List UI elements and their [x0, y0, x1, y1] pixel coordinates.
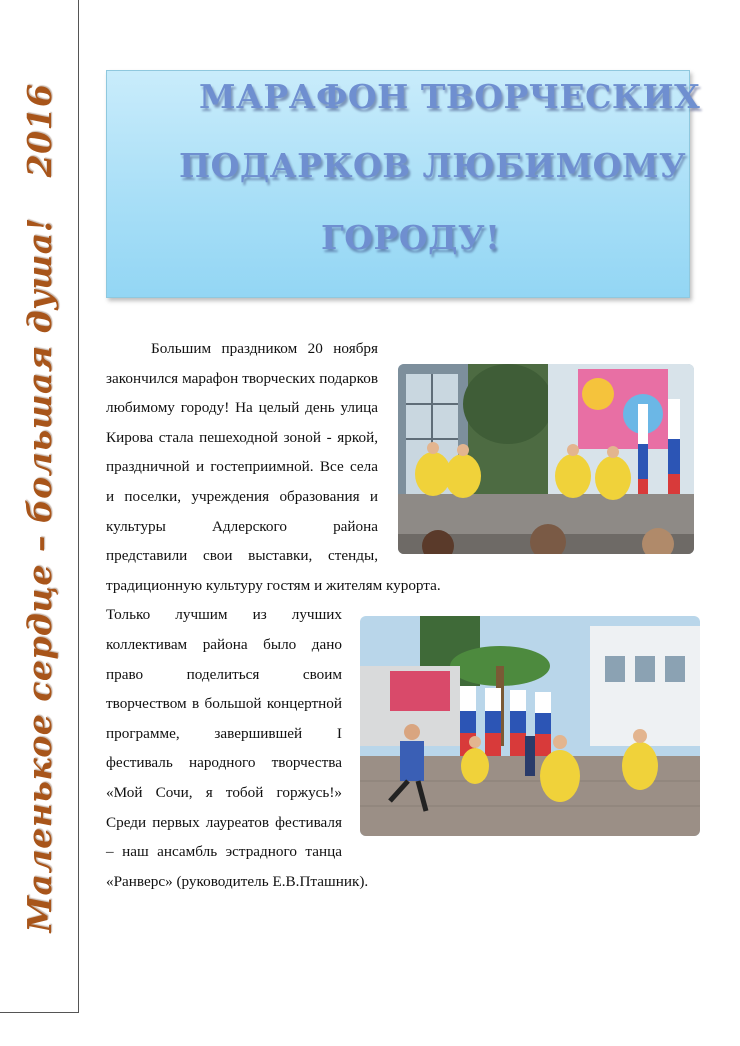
title-banner: [106, 70, 701, 298]
slogan-text: Маленькое сердце – большая душа!: [19, 217, 59, 933]
page-title: [107, 71, 701, 297]
festival-photo-1: [398, 364, 694, 554]
title-line-2: ПОДАРКОВ ЛЮБИМОМУ: [179, 146, 687, 185]
dancers-street-image: [398, 364, 694, 554]
title-line-1: МАРАФОН ТВОРЧЕСКИХ: [199, 77, 701, 116]
sidebar-panel: [0, 0, 79, 1013]
article-paragraph-2: Только лучшим из лучших коллективам района было дано право поделиться своим творчеством в большой концертной программе, завершившей I фестиваль народного творчества «Мой Сочи, я тобой горжусь!» Среди первых лауреатов фестиваля – наш ансамбль эстрадного танца «Ранверс» (руководитель Е.В.Пташник).: [106, 606, 369, 890]
year-text: 2016: [19, 83, 59, 178]
sidebar-slogan: [14, 83, 64, 933]
title-line-3: ГОРОДУ!: [321, 218, 501, 257]
article-paragraph-1: Большим праздником 20 ноября закончился марафон творческих подарков любимому городу! На целый день улица Кирова стала пешеходной зоной - яркой, праздничной и гостеприимной. Все села и поселки, учреждения образования и культуры Адлерского района представили свои выставки, стенды, традиционную культуру гостям и жителям курорта.: [106, 340, 441, 594]
dance-performance-image: [360, 616, 700, 836]
festival-photo-2: [360, 616, 700, 836]
article-body: [106, 334, 688, 896]
